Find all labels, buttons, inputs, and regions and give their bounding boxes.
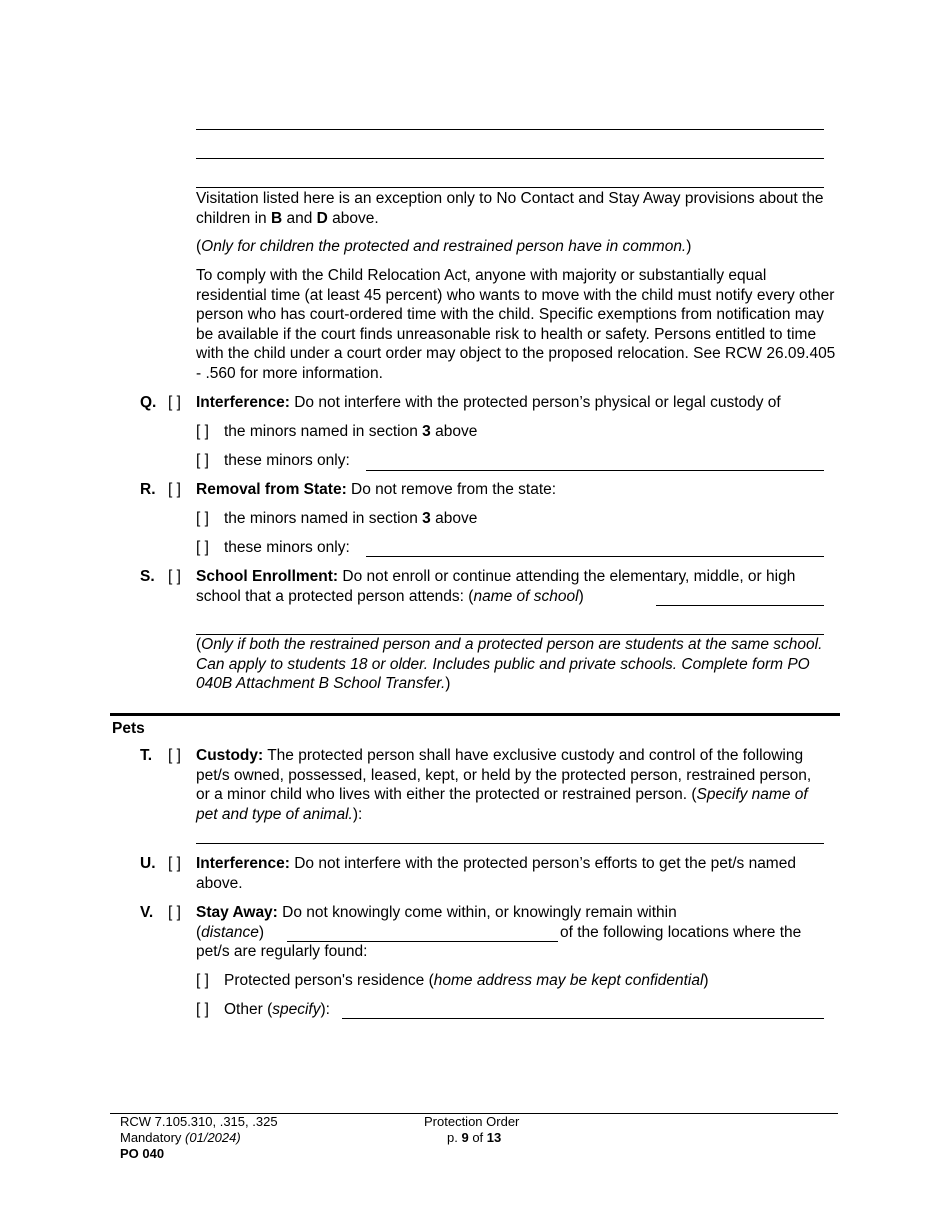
section-v: [0, 903, 950, 923]
section-r-checkbox[interactable]: [ ]: [168, 481, 181, 498]
section-r-opt1-label: the minors named in section 3 above: [224, 510, 478, 527]
section-s-text: School Enrollment: Do not enroll or continue attending the elementary, middle, or high school that a protected person attends: (name of school): [196, 568, 796, 605]
section-q-opt2-checkbox[interactable]: [ ]: [196, 452, 209, 469]
section-v-opt1-checkbox[interactable]: [ ]: [196, 972, 209, 989]
section-q-text: Interference: Do not interfere with the protected person’s physical or legal custody of: [196, 394, 781, 411]
section-v-opt1-label: Protected person's residence (home address may be kept confidential): [224, 972, 709, 989]
section-t-letter: T.: [140, 747, 153, 764]
section-v-opt2-label: Other (specify):: [224, 1001, 330, 1018]
footer-left: [120, 1114, 278, 1162]
school-name-field[interactable]: [656, 605, 824, 606]
footer-page: p. 9 of 13: [447, 1130, 502, 1145]
relocation-notice: To comply with the Child Relocation Act, anyone with majority or substantially equal residential time (at least 45 percent) who wants to move with the child must notify every other person who has court-ordered time with the child. Specific exemptions from notification may be available if the court finds unreasonable risk to health or safety. Persons entitled to time with the child under a court order may object to the proposed relocation. See RCW 26.09.405 - .560 for more information.: [196, 267, 836, 382]
pet-description-field[interactable]: [196, 843, 824, 844]
section-r-opt1-checkbox[interactable]: [ ]: [196, 510, 209, 527]
section-q-letter: Q.: [140, 394, 157, 411]
section-q-option-1: [0, 422, 950, 442]
section-q-option-2: [0, 451, 950, 471]
visitation-exception: Visitation listed here is an exception only to No Contact and Stay Away provisions about the children in B and D above.: [196, 190, 824, 227]
section-v-line-2: [0, 923, 950, 943]
section-s-letter: S.: [140, 568, 155, 585]
section-r-opt2-label: these minors only:: [224, 539, 350, 556]
section-v-text: Stay Away: Do not knowingly come within, or knowingly remain within: [196, 904, 677, 921]
section-r-option-2: [0, 538, 950, 558]
section-v-checkbox[interactable]: [ ]: [168, 904, 181, 921]
common-children-note: (Only for children the protected and restrained person have in common.): [196, 238, 692, 255]
section-q-opt2-label: these minors only:: [224, 452, 350, 469]
section-u-letter: U.: [140, 855, 156, 872]
footer-mandatory: Mandatory (01/2024): [120, 1130, 241, 1145]
section-q-minors-field[interactable]: [366, 470, 824, 471]
footer-center: [424, 1114, 519, 1146]
pets-heading: Pets: [112, 720, 145, 737]
section-t-checkbox[interactable]: [ ]: [168, 747, 181, 764]
pets-divider: [110, 713, 840, 716]
section-v-option-2: [0, 1000, 950, 1020]
section-v-option-1: [0, 971, 950, 991]
section-v-letter: V.: [140, 904, 154, 921]
other-location-field[interactable]: [342, 1018, 824, 1019]
footer-title: Protection Order: [424, 1114, 520, 1129]
section-q: [0, 393, 950, 413]
section-t-text: Custody: The protected person shall have exclusive custody and control of the following pet/s owned, possessed, leased, kept, or held by the protected person, restrained person, or a minor child who lives with either the protected or restrained person. (Specify name of pet and type of animal.):: [196, 747, 812, 823]
section-v-opt2-checkbox[interactable]: [ ]: [196, 1001, 209, 1018]
section-v-line-3: pet/s are regularly found:: [196, 943, 368, 960]
section-r-letter: R.: [140, 481, 156, 498]
section-r-minors-field[interactable]: [366, 556, 824, 557]
section-s-checkbox[interactable]: [ ]: [168, 568, 181, 585]
blank-line-3[interactable]: [196, 187, 824, 188]
section-r-option-1: [0, 509, 950, 529]
blank-line-1[interactable]: [196, 129, 824, 130]
section-q-opt1-label: the minors named in section 3 above: [224, 423, 478, 440]
distance-label: (distance): [196, 924, 265, 941]
blank-line-2[interactable]: [196, 158, 824, 159]
footer-rcw: RCW 7.105.310, .315, .325: [120, 1114, 278, 1129]
section-r-opt2-checkbox[interactable]: [ ]: [196, 539, 209, 556]
section-q-checkbox[interactable]: [ ]: [168, 394, 181, 411]
section-u-text: Interference: Do not interfere with the protected person’s efforts to get the pet/s named above.: [196, 855, 796, 892]
footer-form-number: PO 040: [120, 1146, 165, 1161]
section-r-text: Removal from State: Do not remove from the state:: [196, 481, 557, 498]
section-r: [0, 480, 950, 500]
section-v-line-2-post: of the following locations where the: [560, 924, 802, 941]
section-q-opt1-checkbox[interactable]: [ ]: [196, 423, 209, 440]
section-u-checkbox[interactable]: [ ]: [168, 855, 181, 872]
section-s-note: (Only if both the restrained person and a protected person are students at the same school. Can apply to students 18 or older. Includes public and private schools. Complete form PO 040B Attachment B School Transfer.): [196, 636, 823, 693]
